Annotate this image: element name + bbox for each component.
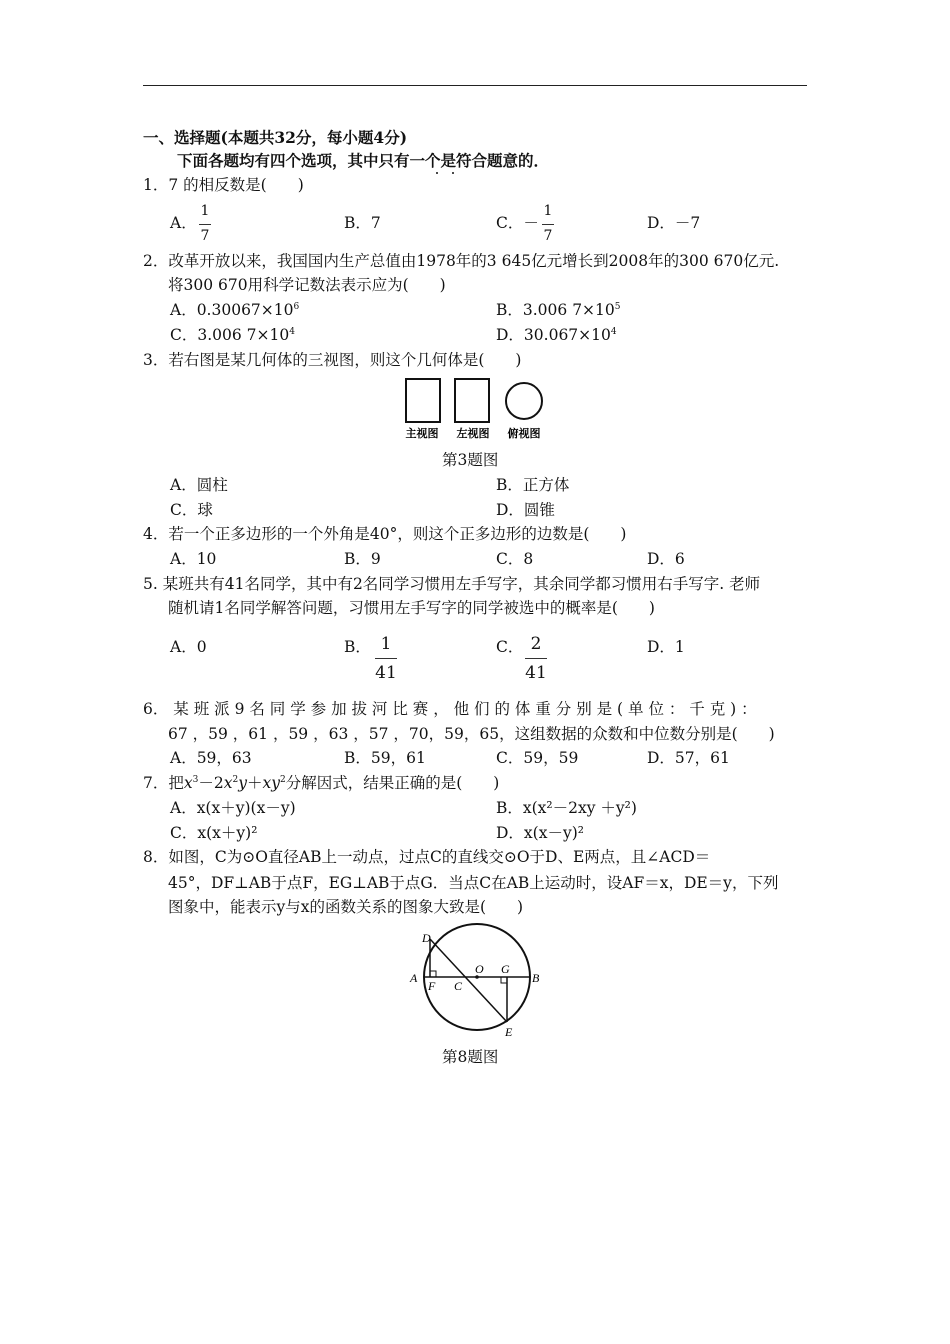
right-angle-f xyxy=(430,971,436,977)
q5-option-b-fraction xyxy=(375,632,397,684)
q2-option-c: C．3.006 $7\times 10^4$ xyxy=(170,326,295,344)
q6-line1: 6． 某 班 派 9 名 同 学 参 加 拔 河 比 赛 ， 他 们 的 体 重 分 别 是 ( 单 位 ： 千 克 ) ： xyxy=(143,700,757,718)
q5-line2: 随机请1名同学解答问题，习惯用左手写字的同学被选中的概率是( ) xyxy=(168,599,655,617)
fraction-numerator: 1 xyxy=(543,203,553,219)
label-b: B xyxy=(532,971,540,985)
q4-option-b: B．9 xyxy=(344,550,381,568)
emphasis-dot xyxy=(436,172,438,174)
q5-option-c-label: C． xyxy=(496,638,524,656)
fraction-denominator: 41 xyxy=(525,663,547,683)
section-title: 一、选择题(本题共32分，每小题4分) xyxy=(143,128,408,147)
fraction-denominator: 41 xyxy=(375,663,397,683)
label-a: A xyxy=(410,971,418,985)
section-instruction: 下面各题均有四个选项，其中只有一个是符合题意的． xyxy=(177,151,550,170)
q6-option-a: A．59，63 xyxy=(170,749,252,767)
label-o: O xyxy=(475,962,484,976)
q7-stem: 7．把$x^3-2x^2y+xy^2$分解因式，结果正确的是( ) xyxy=(143,774,500,792)
q5-option-c-fraction xyxy=(525,632,547,684)
chord-de xyxy=(430,939,507,1022)
fraction-numerator: 1 xyxy=(200,203,210,219)
q3-option-d: D．圆锥 xyxy=(496,501,555,519)
q5-option-b-label: B． xyxy=(344,638,371,656)
q8-line1: 8．如图，C为⊙O直径AB上一动点，过点C的直线交⊙O于D、E两点，且∠ACD＝ xyxy=(143,848,711,866)
q5-option-a: A．0 xyxy=(170,638,207,656)
q1-option-c-label: C．－ xyxy=(496,214,539,232)
emphasis-dot xyxy=(452,172,454,174)
q6-option-c: C．59，59 xyxy=(496,749,579,767)
header-rule xyxy=(143,85,807,86)
left-view-label: 左视图 xyxy=(456,428,490,440)
q3-three-views-figure xyxy=(398,375,553,445)
label-g: G xyxy=(501,962,510,976)
q5-option-d: D．1 xyxy=(647,638,685,656)
q1-option-a-label: A． xyxy=(170,214,197,232)
q3-option-c: C．球 xyxy=(170,501,213,519)
q3-option-b: B．正方体 xyxy=(496,476,570,494)
q2-option-d: D．$30.067\times 10^4$ xyxy=(496,326,617,344)
q4-option-d: D．6 xyxy=(647,550,685,568)
q3-option-a: A．圆柱 xyxy=(170,476,228,494)
q2-line1: 2．改革开放以来，我国国内生产总值由1978年的3 645亿元增长到2008年的300 670亿元. xyxy=(143,252,780,270)
q7-option-a: A．x(x＋y)(x－y) xyxy=(170,799,296,817)
q7-option-b: B．x(x²－2xy ＋y²) xyxy=(496,799,637,817)
front-view-rect xyxy=(406,379,440,422)
q8-line3: 图象中，能表示y与x的函数关系的图象大致是( ) xyxy=(168,898,524,916)
label-d: D xyxy=(422,931,431,945)
label-e: E xyxy=(505,1025,513,1038)
q6-option-b: B．59，61 xyxy=(344,749,426,767)
label-f: F xyxy=(428,979,436,993)
fraction-numerator: 1 xyxy=(380,634,392,654)
q7-option-c: C．x(x＋y)² xyxy=(170,824,258,842)
q1-option-d: D．－7 xyxy=(647,214,701,232)
top-view-label: 俯视图 xyxy=(507,428,541,440)
q1-stem: 1．7 的相反数是( ) xyxy=(143,176,304,194)
front-view-label: 主视图 xyxy=(405,428,439,440)
right-angle-g xyxy=(501,977,507,983)
fraction-denominator: 7 xyxy=(200,228,210,244)
q3-stem: 3．若右图是某几何体的三视图，则这个几何体是( ) xyxy=(143,351,522,369)
left-view-rect xyxy=(455,379,489,422)
label-c: C xyxy=(454,979,463,993)
q5-line1: 5. 某班共有41名同学，其中有2名同学习惯用左手写字，其余同学都习惯用右手写字. 老师 xyxy=(143,575,761,593)
q2-line2: 将300 670用科学记数法表示应为( ) xyxy=(168,276,446,294)
q3-caption: 第3题图 xyxy=(442,451,499,469)
fraction-numerator: 2 xyxy=(530,634,542,654)
q1-option-a-fraction xyxy=(199,204,211,244)
q2-option-b: B．3.006 $7\times 10^5$ xyxy=(496,301,621,319)
q6-option-d: D．57，61 xyxy=(647,749,730,767)
q8-caption: 第8题图 xyxy=(442,1048,499,1066)
fraction-denominator: 7 xyxy=(543,228,553,244)
q4-option-a: A．10 xyxy=(170,550,217,568)
q1-option-c-fraction xyxy=(542,204,554,244)
q8-line2: 45°，DF⊥AB于点F，EG⊥AB于点G．当点C在AB上运动时，设AF＝x，DE＝y，下列 xyxy=(168,874,779,892)
q4-stem: 4．若一个正多边形的一个外角是40°，则这个正多边形的边数是( ) xyxy=(143,525,627,543)
q7-option-d: D．x(x－y)² xyxy=(496,824,584,842)
top-view-circle xyxy=(506,383,542,419)
q6-line2: 67 ，59 ，61 ，59 ，63 ，57 ，70，59，65，这组数据的众数和中位数分别是( ) xyxy=(168,725,775,743)
q4-option-c: C．8 xyxy=(496,550,534,568)
q8-circle-figure xyxy=(402,920,552,1038)
q2-option-a: A．$0.30067\times 10^6$ xyxy=(170,301,300,319)
q1-option-b: B．7 xyxy=(344,214,381,232)
